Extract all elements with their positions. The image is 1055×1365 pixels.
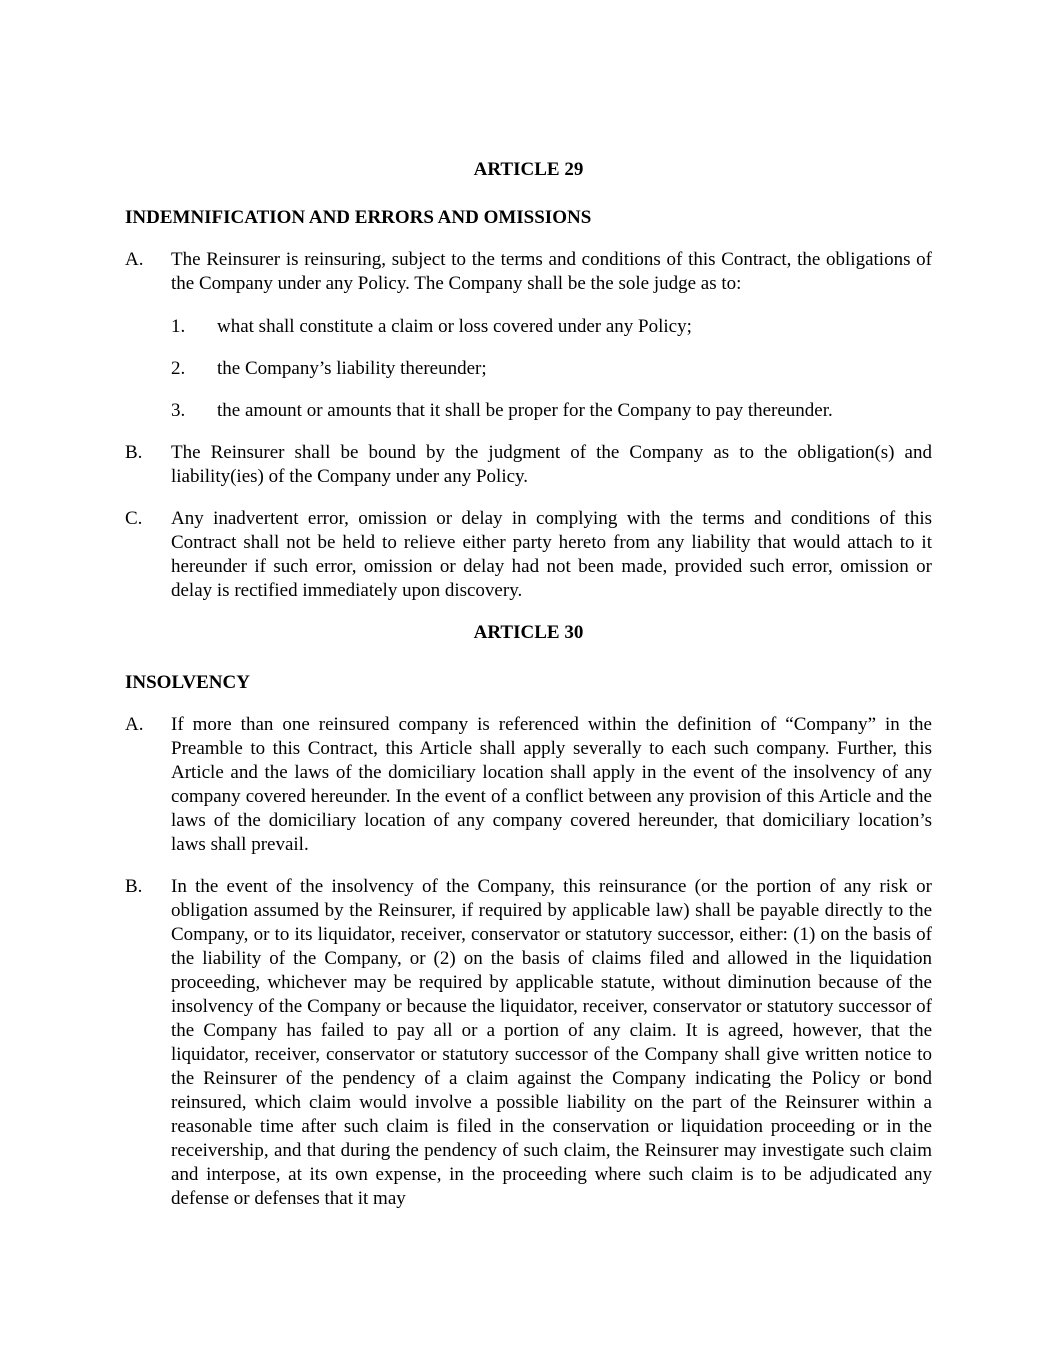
paragraph-marker: B. [125,876,143,897]
article-30-heading: ARTICLE 30 [473,622,584,643]
paragraph-text: In the event of the insolvency of the Company, this reinsurance (or the portion of any risk or obligation assumed by the Reinsurer, if required by applicable law) shall be payable directly to the Company, or to its liquidator, receiver, conservator or statutory successor, either: (1) on the basis of the liability of the Company, or (2) on the basis of claims filed and allowed in the liquidation proceeding, whichever may be required by applicable statute, without diminution because of the insolvency of the Company or because the liquidator, receiver, conservator or statutory successor of the Company has failed to pay all or a portion of any claim. It is agreed, however, that the liquidator, receiver, conservator or statutory successor of the Company shall give written notice to the Reinsurer of the pendency of a claim against the Company indicating the Policy or bond reinsured, which claim would involve a possible liability on the part of the Reinsurer within a reasonable time after such claim is filed in the conservation or liquidation proceeding or in the receivership, and that during the pendency of such claim, the Reinsurer may investigate such claim and interpose, at its own expense, in the proceeding where such claim is to be adjudicated any defense or defenses that it may [171,876,932,1209]
subitem-text: the amount or amounts that it shall be proper for the Company to pay thereunder. [217,400,833,421]
subitem-text: the Company’s liability thereunder; [217,358,487,379]
paragraph-text: The Reinsurer is reinsuring, subject to the terms and conditions of this Contract, the obligations of the Company under any Policy. The Company shall be the sole judge as to: [171,249,932,294]
subitem-marker: 1. [171,316,186,337]
article-30-title: INSOLVENCY [125,672,250,693]
article-29-paragraph-b [125,441,932,489]
article-29-subitem-1 [125,315,932,339]
article-29-heading: ARTICLE 29 [473,159,584,180]
article-29-subitem-3 [125,399,932,423]
paragraph-marker: B. [125,442,143,463]
article-29-paragraph-c [125,507,932,603]
article-29-title: INDEMNIFICATION AND ERRORS AND OMISSIONS [125,207,592,228]
article-29-paragraph-a [125,248,932,296]
paragraph-text: Any inadvertent error, omission or delay in complying with the terms and conditions of this Contract shall not be held to relieve either party hereto from any liability that would attach to it hereunder if such error, omission or delay had not been made, provided such error, omission or delay is rectified immediately upon discovery. [171,508,932,601]
article-30-paragraph-b [125,875,932,1211]
article-30-paragraph-a [125,713,932,857]
paragraph-marker: C. [125,508,143,529]
subitem-marker: 3. [171,400,186,421]
subitem-text: what shall constitute a claim or loss covered under any Policy; [217,316,692,337]
paragraph-marker: A. [125,249,144,270]
paragraph-marker: A. [125,714,144,735]
article-29-subitem-2 [125,357,932,381]
subitem-marker: 2. [171,358,186,379]
paragraph-text: If more than one reinsured company is referenced within the definition of “Company” in the Preamble to this Contract, this Article shall apply severally to each such company. Further, this Article and the laws of the domiciliary location shall apply in the event of the insolvency of any company covered hereunder. In the event of a conflict between any provision of this Article and the laws of the domiciliary location of any company covered hereunder, that domiciliary location’s laws shall prevail. [171,714,932,855]
paragraph-text: The Reinsurer shall be bound by the judgment of the Company as to the obligation(s) and liability(ies) of the Company under any Policy. [171,442,932,487]
document-page [125,158,932,1211]
